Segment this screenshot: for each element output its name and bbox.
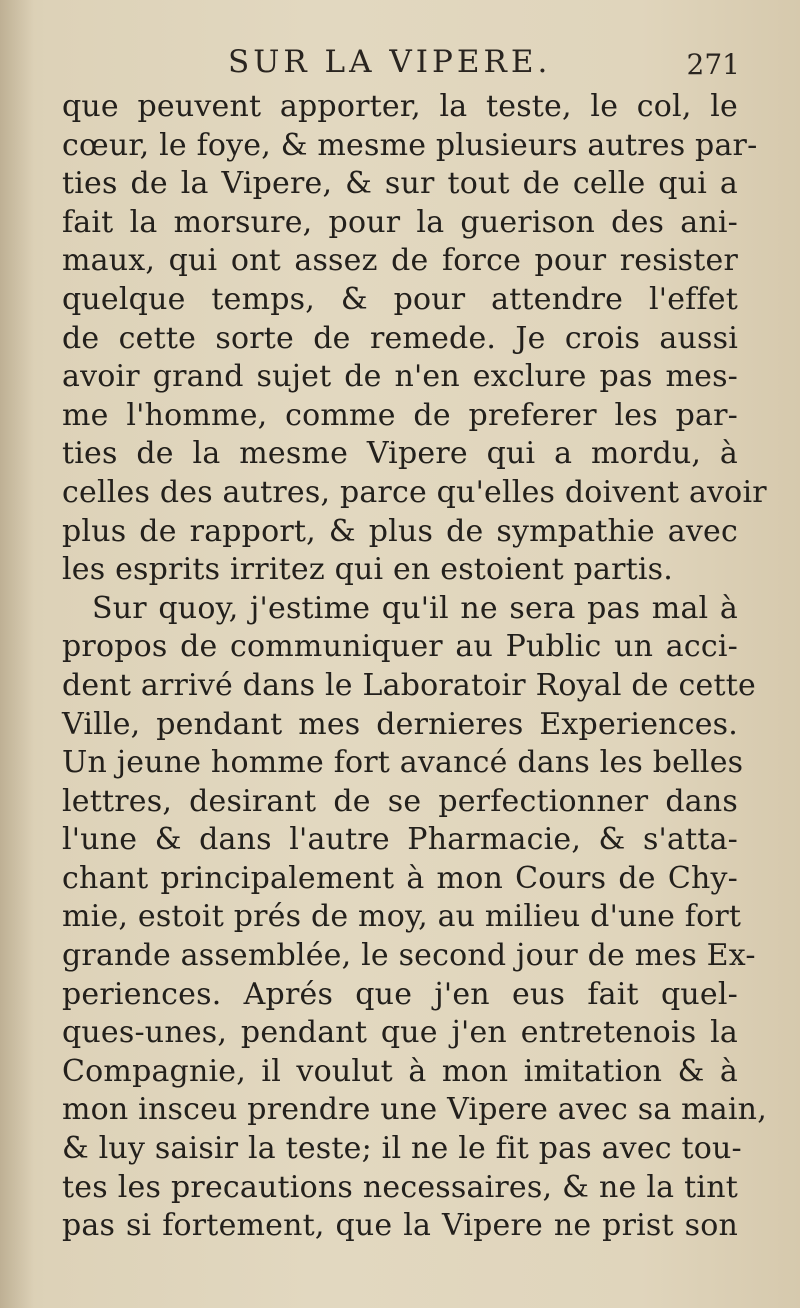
text-line: plus de rapport, & plus de sympathie avec bbox=[62, 513, 738, 549]
text-line: me l'homme, comme de preferer les par- bbox=[62, 397, 738, 433]
text-line: avoir grand sujet de n'en exclure pas mes- bbox=[62, 359, 738, 395]
paragraph-end-line: les esprits irritez qui en estoient partis. bbox=[62, 552, 673, 588]
text-line: ques-unes, pendant que j'en entretenois la bbox=[62, 1015, 738, 1051]
text-line: mie, estoit prés de moy, au milieu d'une fort bbox=[62, 899, 742, 935]
text-line: que peuvent apporter, la teste, le col, le bbox=[62, 89, 738, 124]
text-line: pas si fortement, que la Vipere ne prist son bbox=[62, 1208, 738, 1244]
text-line: mon insceu prendre une Vipere avec sa main, bbox=[62, 1092, 767, 1128]
text-line: ties de la Vipere, & sur tout de celle qui a bbox=[62, 166, 738, 202]
page-number: 271 bbox=[686, 48, 740, 81]
text-line: periences. Aprés que j'en eus fait quel- bbox=[62, 976, 738, 1012]
paragraph-start-line: Sur quoy, j'estime qu'il ne sera pas mal à bbox=[92, 590, 738, 626]
text-line: l'une & dans l'autre Pharmacie, & s'atta- bbox=[62, 822, 738, 858]
text-line: grande assemblée, le second jour de mes Ex- bbox=[62, 938, 756, 974]
running-head: SUR LA VIPERE. bbox=[228, 44, 552, 80]
text-line: Ville, pendant mes dernieres Experiences. bbox=[62, 706, 738, 742]
body-text bbox=[62, 88, 767, 1246]
text-line: quelque temps, & pour attendre l'effet bbox=[62, 281, 738, 317]
text-line: de cette sorte de remede. Je crois aussi bbox=[62, 320, 738, 356]
text-line: dent arrivé dans le Laboratoir Royal de cette bbox=[62, 667, 756, 703]
text-line: cœur, le foye, & mesme plusieurs autres par- bbox=[62, 127, 758, 163]
page-header bbox=[60, 44, 740, 90]
text-line: tes les precautions necessaires, & ne la tint bbox=[62, 1169, 738, 1205]
text-line: fait la morsure, pour la guerison des ani- bbox=[62, 204, 738, 240]
text-line: ties de la mesme Vipere qui a mordu, à bbox=[62, 436, 738, 472]
text-line: maux, qui ont assez de force pour resister bbox=[62, 243, 738, 279]
text-line: lettres, desirant de se perfectionner dans bbox=[62, 783, 738, 819]
text-line: Compagnie, il voulut à mon imitation & à bbox=[62, 1053, 738, 1089]
text-line: chant principalement à mon Cours de Chy- bbox=[62, 860, 738, 896]
text-line: propos de communiquer au Public un acci- bbox=[62, 629, 738, 665]
text-line: Un jeune homme fort avancé dans les belles bbox=[62, 745, 744, 781]
text-line: celles des autres, parce qu'elles doivent avoir bbox=[62, 474, 767, 510]
text-line: & luy saisir la teste; il ne le fit pas avec tou- bbox=[62, 1131, 742, 1167]
